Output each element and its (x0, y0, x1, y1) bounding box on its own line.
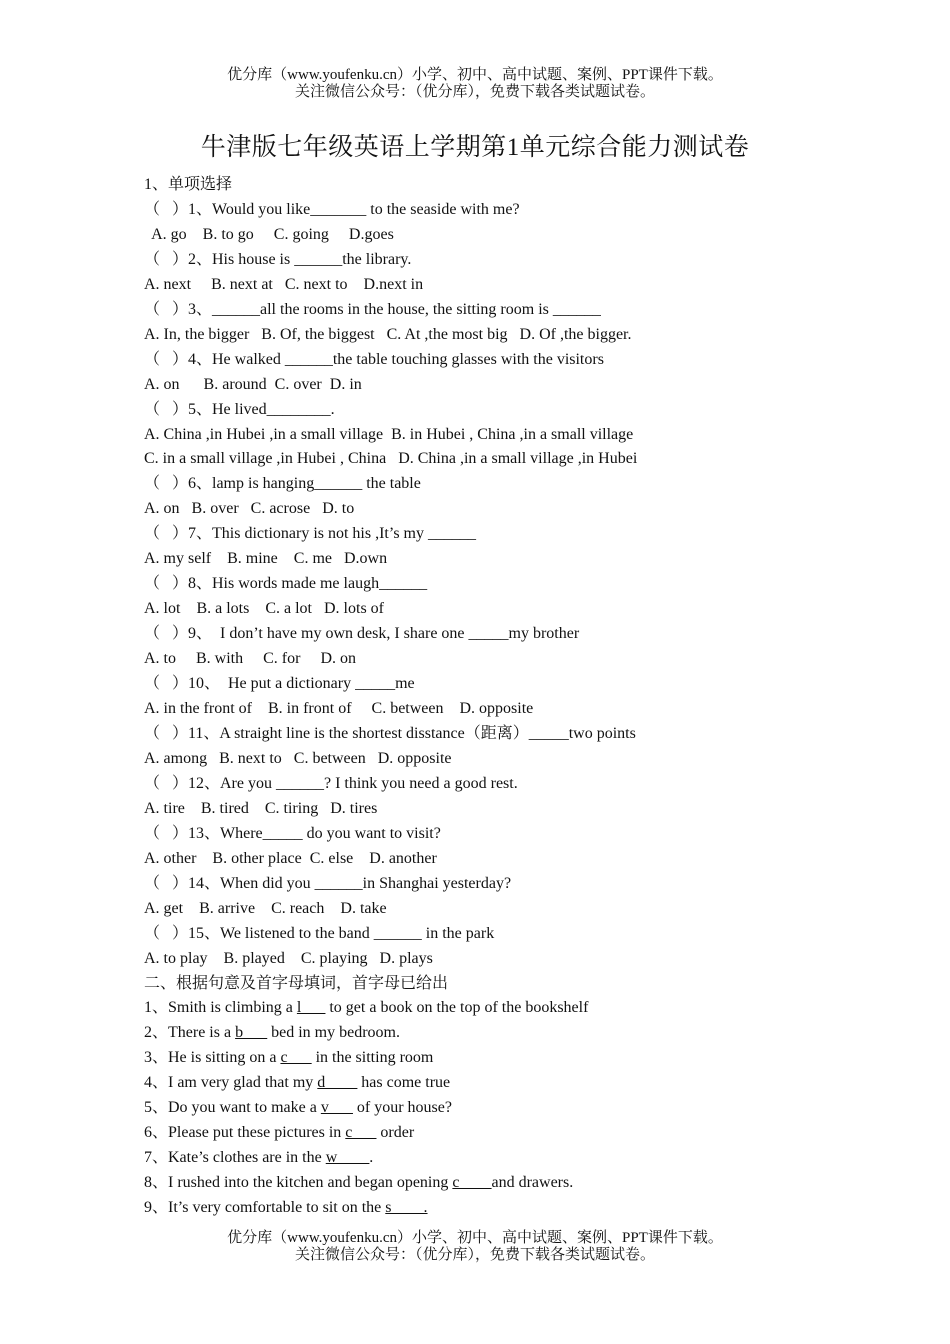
question-5: （ ）5、He lived________. (144, 400, 335, 418)
question-13-options: A. other B. other place C. else D. another (144, 849, 437, 867)
fill-blank: b___ (235, 1024, 268, 1042)
question-5-options-2: C. in a small village ,in Hubei , China D. China ,in a small village ,in Hubei (144, 450, 638, 468)
fill-blank: l___ (296, 999, 326, 1017)
fill-blank: s____. (385, 1199, 428, 1217)
question-8: （ ）8、His words made me laugh______ (144, 575, 428, 593)
question-11-options: A. among B. next to C. between D. opposite (144, 749, 452, 767)
question-1-options: A. go B. to go C. going D.goes (144, 225, 394, 243)
question-15-options: A. to play B. played C. playing D. plays (144, 949, 433, 967)
question-14-options: A. get B. arrive C. reach D. take (144, 899, 387, 917)
fill-item-6 (144, 1121, 904, 1146)
fill-item-text: has come true (357, 1074, 451, 1092)
question-6-options: A. on B. over C. acrose D. to (144, 500, 355, 518)
question-9-options: A. to B. with C. for D. on (144, 650, 356, 668)
question-6: （ ）6、lamp is hanging______ the table (144, 475, 421, 493)
page-footer (0, 1230, 950, 1264)
fill-item-text: 3、He is sitting on a (144, 1049, 281, 1067)
fill-item-text: bed in my bedroom. (267, 1024, 400, 1042)
page-header (0, 67, 950, 101)
section-2-heading: 二、根据句意及首字母填词，首字母已给出 (144, 974, 449, 992)
fill-item-text: 6、Please put these pictures in (144, 1124, 346, 1142)
fill-item-text: . (369, 1149, 374, 1167)
question-3-options: A. In, the bigger B. Of, the biggest C. At ,the most big D. Of ,the bigger. (144, 325, 632, 343)
fill-item-text: order (376, 1124, 415, 1142)
fill-item-5 (144, 1096, 904, 1121)
footer-line-2: 关注微信公众号：（优分库），免费下载各类试题试卷。 (294, 1247, 655, 1263)
fill-item-text: 4、I am very glad that my (144, 1074, 318, 1092)
fill-item-text: of your house? (352, 1099, 452, 1117)
header-line-1: 优分库（www.youfenku.cn）小学、初中、高中试题、案例、PPT课件下载。 (227, 67, 723, 83)
fill-item-8 (144, 1171, 904, 1196)
fill-item-9 (144, 1196, 904, 1221)
header-line-2: 关注微信公众号：（优分库），免费下载各类试题试卷。 (294, 84, 655, 100)
page-title: 牛津版七年级英语上学期第1单元综合能力测试卷 (200, 134, 750, 161)
question-2: （ ）2、His house is ______the library. (144, 250, 412, 268)
question-13: （ ）13、Where_____ do you want to visit? (144, 824, 441, 842)
question-14: （ ）14、When did you ______in Shanghai yesterday? (144, 874, 512, 892)
question-11: （ ）11、A straight line is the shortest disstance（距离）_____two points (144, 724, 636, 742)
question-7-options: A. my self B. mine C. me D.own (144, 550, 388, 568)
question-9: （ ）9、 I don’t have my own desk, I share one _____my brother (144, 625, 580, 643)
question-15: （ ）15、We listened to the band ______ in the park (144, 924, 495, 942)
question-5-options: A. China ,in Hubei ,in a small village B. in Hubei , China ,in a small village (144, 425, 634, 443)
fill-blank: d____ (317, 1074, 358, 1092)
fill-item-text: 1、Smith is climbing a (144, 999, 297, 1017)
question-12-options: A. tire B. tired C. tiring D. tires (144, 799, 378, 817)
fill-item-2 (144, 1021, 904, 1046)
fill-blank: v___ (320, 1099, 353, 1117)
question-7: （ ）7、This dictionary is not his ,It’s my ______ (144, 525, 476, 543)
fill-blank: w____ (325, 1149, 370, 1167)
footer-line-1: 优分库（www.youfenku.cn）小学、初中、高中试题、案例、PPT课件下载。 (227, 1230, 723, 1246)
fill-item-3 (144, 1046, 904, 1071)
fill-item-text: 7、Kate’s clothes are in the (144, 1149, 326, 1167)
question-10: （ ）10、 He put a dictionary _____me (144, 675, 415, 693)
fill-item-text: 5、Do you want to make a (144, 1099, 321, 1117)
document-body (144, 173, 904, 1221)
fill-item-1 (144, 996, 904, 1021)
fill-item-text: 9、It’s very comfortable to sit on the (144, 1199, 386, 1217)
fill-item-4 (144, 1071, 904, 1096)
question-8-options: A. lot B. a lots C. a lot D. lots of (144, 600, 384, 618)
fill-item-text: in the sitting room (311, 1049, 434, 1067)
fill-item-text: 2、There is a (144, 1024, 236, 1042)
question-4-options: A. on B. around C. over D. in (144, 375, 362, 393)
fill-blank: c___ (345, 1124, 377, 1142)
question-4: （ ）4、He walked ______the table touching glasses with the visitors (144, 350, 604, 368)
question-1: （ ）1、Would you like_______ to the seaside with me? (144, 200, 520, 218)
question-3: （ ）3、______all the rooms in the house, the sitting room is ______ (144, 300, 601, 318)
section-1-heading: 1、单项选择 (144, 176, 233, 193)
fill-item-text: 8、I rushed into the kitchen and began opening (144, 1174, 453, 1192)
fill-blank: c___ (280, 1049, 312, 1067)
fill-item-text: to get a book on the top of the bookshelf (325, 999, 589, 1017)
fill-blank: c____ (452, 1174, 492, 1192)
fill-item-7 (144, 1146, 904, 1171)
question-10-options: A. in the front of B. in front of C. between D. opposite (144, 700, 534, 718)
question-2-options: A. next B. next at C. next to D.next in (144, 275, 424, 293)
question-12: （ ）12、Are you ______? I think you need a good rest. (144, 774, 518, 792)
fill-item-text: and drawers. (491, 1174, 574, 1192)
